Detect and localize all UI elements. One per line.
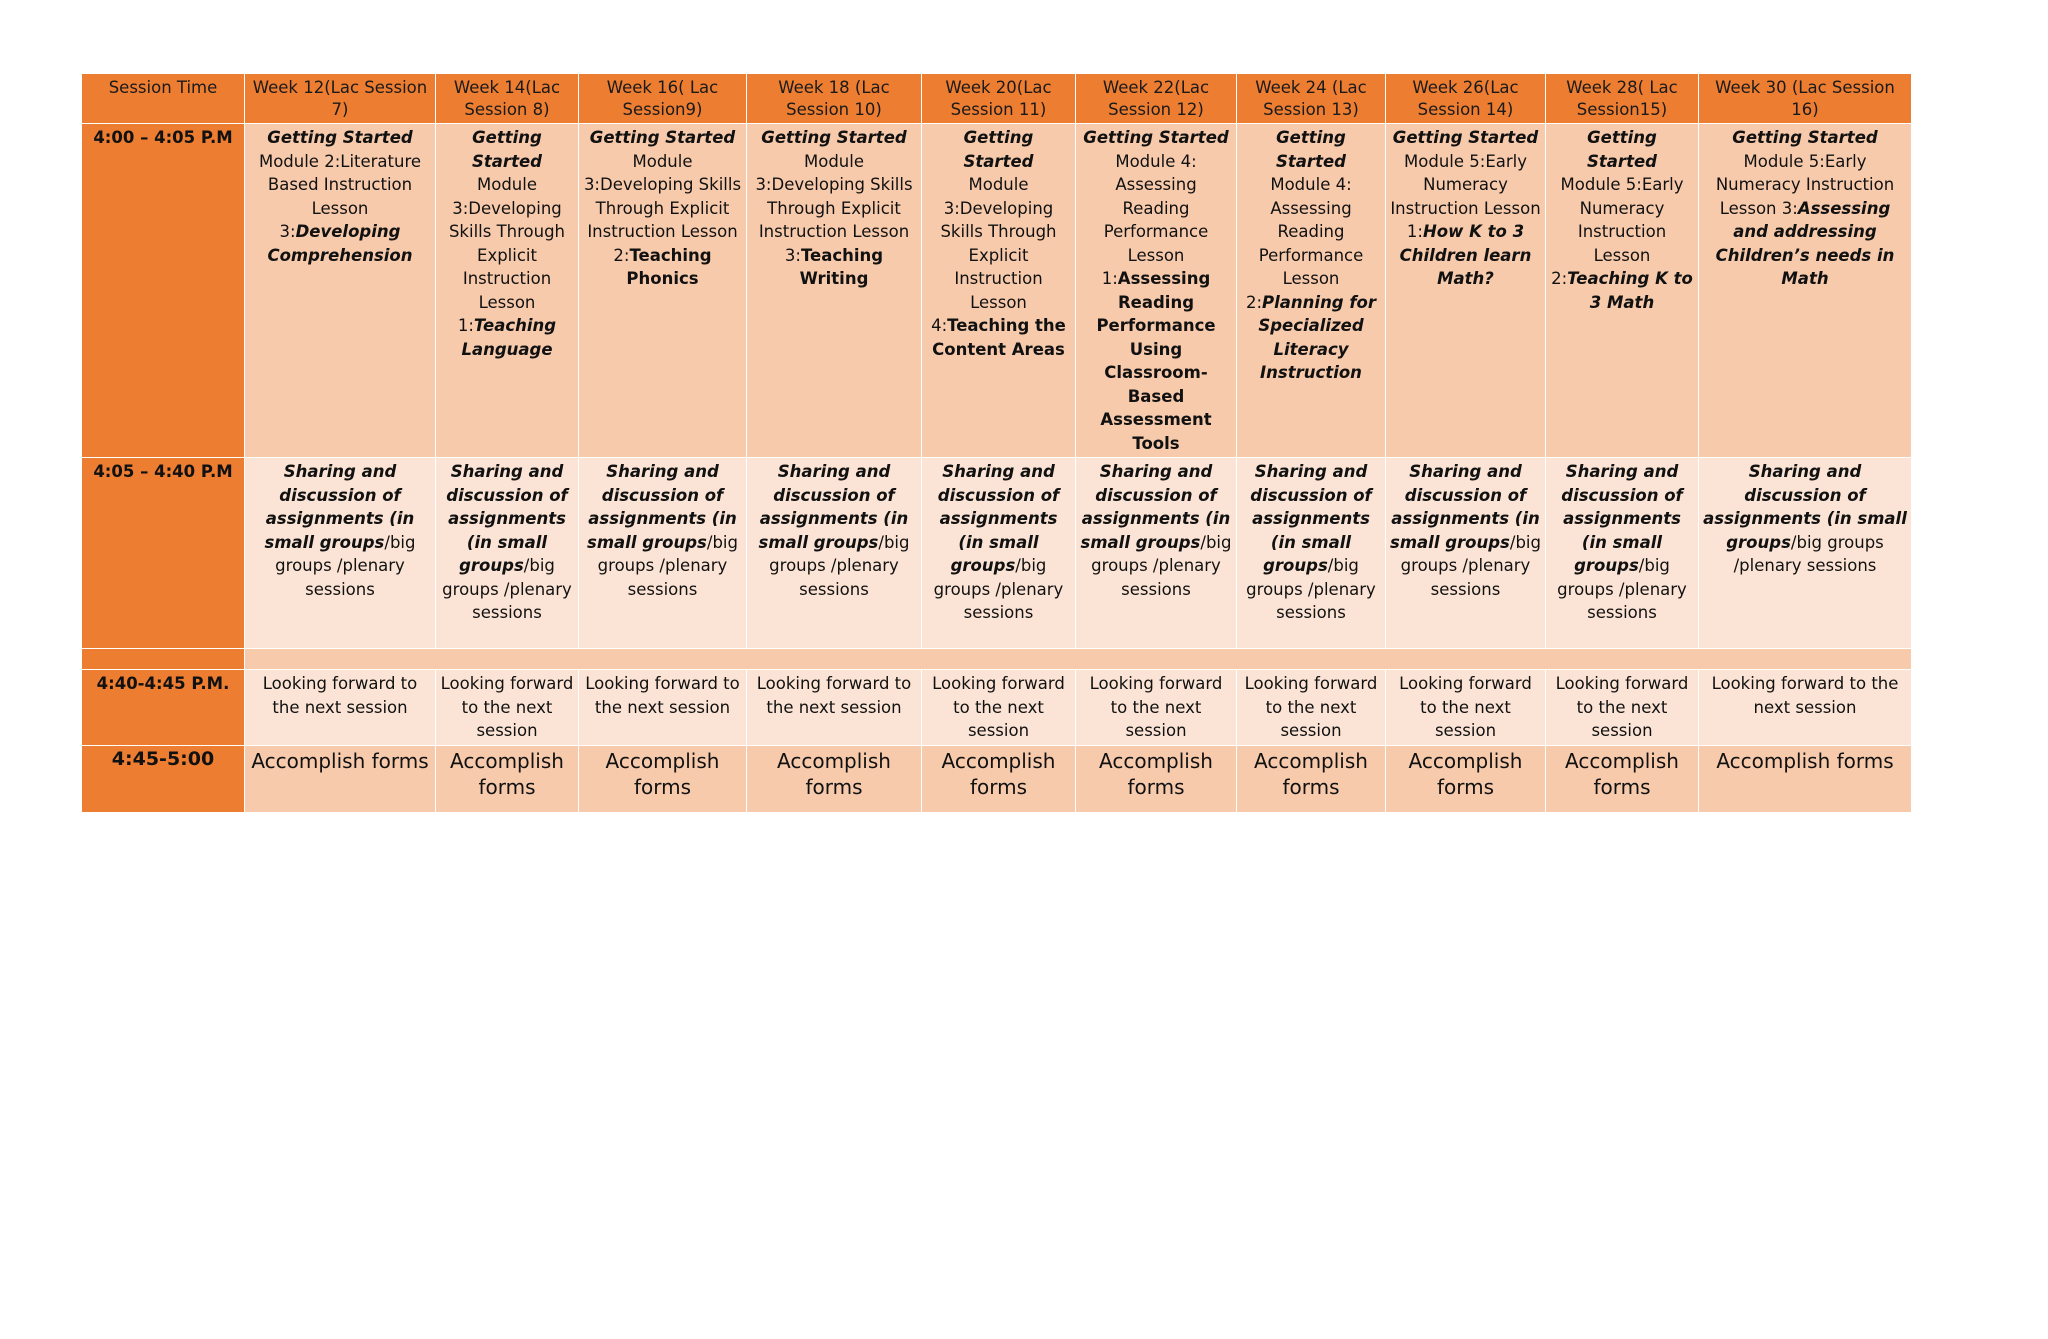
sharing-bold-text: Sharing and discussion of assignments (in small groups bbox=[937, 462, 1060, 575]
sharing-rest-text: /big groups /plenary sessions bbox=[1246, 556, 1376, 622]
getting-started-label: Getting Started bbox=[1587, 128, 1657, 171]
module-lesson-text: Module 4: Assessing Reading Performance Lesson 2: bbox=[1245, 175, 1364, 312]
sharing-rest-text: /big groups /plenary sessions bbox=[1400, 532, 1541, 599]
looking-forward-cell: Looking forward to the next session bbox=[747, 670, 922, 746]
sharing-cell bbox=[436, 458, 579, 649]
header-week: Week 18 (Lac Session 10) bbox=[747, 74, 922, 124]
accomplish-forms-cell: Accomplish forms bbox=[747, 745, 922, 812]
getting-started-label: Getting Started bbox=[963, 128, 1034, 171]
looking-forward-cell: Looking forward to the next session bbox=[1699, 670, 1912, 746]
lesson-title: Teaching the Content Areas bbox=[932, 316, 1066, 359]
lesson-title: Assessing Reading Performance Using Classroom-Based Assessment Tools bbox=[1096, 269, 1216, 453]
lesson-title: How K to 3 Children learn Math? bbox=[1399, 222, 1532, 288]
module-lesson-text: Module 3:Developing Skills Through Explicit Instruction Lesson 3: bbox=[755, 151, 913, 265]
sharing-rest-text: /big groups /plenary sessions bbox=[933, 556, 1064, 622]
looking-forward-cell: Looking forward to the next session bbox=[922, 670, 1076, 746]
looking-forward-cell: Looking forward to the next session bbox=[245, 670, 436, 746]
sharing-cell bbox=[579, 458, 747, 649]
lesson-title: Planning for Specialized Literacy Instruction bbox=[1258, 292, 1377, 382]
spacer-time-cell bbox=[82, 649, 245, 670]
sharing-bold-text: Sharing and discussion of assignments (in small groups bbox=[1703, 462, 1907, 552]
sharing-cell bbox=[922, 458, 1076, 649]
getting-started-label: Getting Started bbox=[1732, 128, 1878, 147]
sharing-rest-text: /big groups /plenary sessions bbox=[1091, 532, 1232, 599]
time-cell: 4:40-4:45 P.M. bbox=[82, 670, 245, 746]
sharing-bold-text: Sharing and discussion of assignments (in small groups bbox=[1390, 462, 1540, 552]
lesson-cell bbox=[436, 124, 579, 458]
module-lesson-text: Module 3:Developing Skills Through Explicit Instruction Lesson 4: bbox=[931, 175, 1057, 335]
lesson-title: Teaching Phonics bbox=[626, 245, 712, 288]
header-week: Week 22(Lac Session 12) bbox=[1076, 74, 1237, 124]
time-cell: 4:05 – 4:40 P.M bbox=[82, 458, 245, 649]
getting-started-label: Getting Started bbox=[267, 128, 413, 147]
time-cell: 4:45-5:00 bbox=[82, 745, 245, 812]
lesson-cell bbox=[579, 124, 747, 458]
sharing-bold-text: Sharing and discussion of assignments (in small groups bbox=[1561, 462, 1683, 575]
header-week: Week 12(Lac Session 7) bbox=[245, 74, 436, 124]
lesson-title: Developing Comprehension bbox=[267, 222, 413, 265]
module-lesson-text: Module 2:Literature Based Instruction Lesson 3: bbox=[258, 151, 422, 241]
module-lesson-text: Module 4: Assessing Reading Performance Lesson 1: bbox=[1101, 151, 1209, 288]
accomplish-forms-cell: Accomplish forms bbox=[1546, 745, 1699, 812]
row-accomplish-forms bbox=[82, 745, 1912, 812]
header-week: Week 30 (Lac Session 16) bbox=[1699, 74, 1912, 124]
sharing-bold-text: Sharing and discussion of assignments (in small groups bbox=[758, 462, 909, 552]
sharing-rest-text: /big groups /plenary sessions bbox=[1557, 556, 1687, 622]
sharing-bold-text: Sharing and discussion of assignments (in small groups bbox=[1250, 462, 1372, 575]
lesson-title: Assessing and addressing Children’s needs in Math bbox=[1715, 198, 1895, 288]
lesson-cell bbox=[1699, 124, 1912, 458]
spacer-cell bbox=[245, 649, 1912, 670]
sharing-bold-text: Sharing and discussion of assignments (in small groups bbox=[587, 462, 737, 552]
module-lesson-text: Module 3:Developing Skills Through Explicit Instruction Lesson 2: bbox=[583, 151, 742, 265]
accomplish-forms-cell: Accomplish forms bbox=[1237, 745, 1386, 812]
header-week: Week 28( Lac Session15) bbox=[1546, 74, 1699, 124]
row-looking-forward bbox=[82, 670, 1912, 746]
looking-forward-cell: Looking forward to the next session bbox=[1386, 670, 1546, 746]
header-week: Week 20(Lac Session 11) bbox=[922, 74, 1076, 124]
sharing-rest-text: /big groups /plenary sessions bbox=[442, 556, 572, 622]
getting-started-label: Getting Started bbox=[1276, 128, 1346, 171]
spacer-row bbox=[82, 649, 1912, 670]
getting-started-label: Getting Started bbox=[1083, 128, 1229, 147]
sharing-cell bbox=[747, 458, 922, 649]
header-week: Week 14(Lac Session 8) bbox=[436, 74, 579, 124]
accomplish-forms-cell: Accomplish forms bbox=[1699, 745, 1912, 812]
lesson-cell bbox=[245, 124, 436, 458]
lesson-cell bbox=[747, 124, 922, 458]
sharing-cell bbox=[1386, 458, 1546, 649]
module-lesson-text: Module 5:Early Numeracy Instruction Lesson 1: bbox=[1390, 151, 1541, 241]
header-week: Week 16( Lac Session9) bbox=[579, 74, 747, 124]
lesson-cell bbox=[1076, 124, 1237, 458]
sharing-rest-text: /big groups /plenary sessions bbox=[1733, 532, 1884, 575]
accomplish-forms-cell: Accomplish forms bbox=[436, 745, 579, 812]
lesson-cell bbox=[1237, 124, 1386, 458]
sharing-rest-text: /big groups /plenary sessions bbox=[275, 532, 416, 599]
row-opening bbox=[82, 124, 1912, 458]
looking-forward-cell: Looking forward to the next session bbox=[1076, 670, 1237, 746]
looking-forward-cell: Looking forward to the next session bbox=[1237, 670, 1386, 746]
sharing-cell bbox=[1076, 458, 1237, 649]
sharing-bold-text: Sharing and discussion of assignments (in small groups bbox=[1080, 462, 1231, 552]
sharing-cell bbox=[1699, 458, 1912, 649]
lesson-title: Teaching K to 3 Math bbox=[1567, 269, 1693, 312]
sharing-bold-text: Sharing and discussion of assignments (in small groups bbox=[264, 462, 415, 552]
sharing-rest-text: /big groups /plenary sessions bbox=[597, 532, 738, 599]
sharing-bold-text: Sharing and discussion of assignments (in small groups bbox=[446, 462, 568, 575]
lesson-cell bbox=[1386, 124, 1546, 458]
getting-started-label: Getting Started bbox=[472, 128, 542, 171]
accomplish-forms-cell: Accomplish forms bbox=[245, 745, 436, 812]
looking-forward-cell: Looking forward to the next session bbox=[1546, 670, 1699, 746]
header-session-time: Session Time bbox=[82, 74, 245, 124]
getting-started-label: Getting Started bbox=[1392, 128, 1539, 147]
sharing-cell bbox=[1546, 458, 1699, 649]
accomplish-forms-cell: Accomplish forms bbox=[922, 745, 1076, 812]
header-week: Week 24 (Lac Session 13) bbox=[1237, 74, 1386, 124]
header-row bbox=[82, 74, 1912, 124]
lesson-title: Teaching Writing bbox=[799, 245, 884, 288]
header-week: Week 26(Lac Session 14) bbox=[1386, 74, 1546, 124]
getting-started-label: Getting Started bbox=[589, 128, 736, 147]
schedule-table bbox=[81, 73, 1912, 813]
lesson-title: Teaching Language bbox=[461, 316, 557, 359]
lesson-cell bbox=[1546, 124, 1699, 458]
sharing-cell bbox=[245, 458, 436, 649]
time-cell: 4:00 – 4:05 P.M bbox=[82, 124, 245, 458]
getting-started-label: Getting Started bbox=[761, 128, 907, 147]
module-lesson-text: Module 5:Early Numeracy Instruction Lesson 2: bbox=[1551, 175, 1684, 288]
accomplish-forms-cell: Accomplish forms bbox=[1386, 745, 1546, 812]
module-lesson-text: Module 5:Early Numeracy Instruction Lesson 3: bbox=[1715, 151, 1895, 218]
sharing-rest-text: /big groups /plenary sessions bbox=[769, 532, 910, 599]
module-lesson-text: Module 3:Developing Skills Through Explicit Instruction Lesson 1: bbox=[448, 175, 566, 335]
sharing-cell bbox=[1237, 458, 1386, 649]
looking-forward-cell: Looking forward to the next session bbox=[579, 670, 747, 746]
lesson-cell bbox=[922, 124, 1076, 458]
accomplish-forms-cell: Accomplish forms bbox=[1076, 745, 1237, 812]
row-sharing bbox=[82, 458, 1912, 649]
accomplish-forms-cell: Accomplish forms bbox=[579, 745, 747, 812]
looking-forward-cell: Looking forward to the next session bbox=[436, 670, 579, 746]
